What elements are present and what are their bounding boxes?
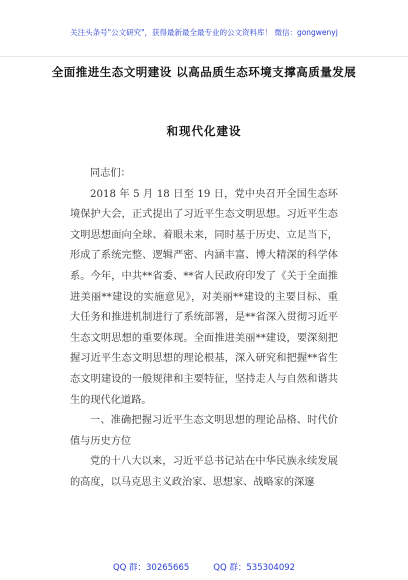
document-body [70,164,338,494]
footer-qq-group-1: QQ 群：30265665 [112,563,190,573]
body-paragraph-2: 党的十八大以来，习近平总书记站在中华民族永续发展的高度，以马克思主义政治家、思想家、战略家的深邃 [70,456,338,488]
document-title-line-2: 和现代化建设 [166,124,242,138]
document-title-line-1: 全面推进生态文明建设 以高品质生态环境支撑高质量发展 [51,65,357,79]
salutation: 同志们： [90,168,131,179]
footer-qq-group-2: QQ 群：535304092 [213,563,296,573]
section-heading-1: 一、准确把握习近平生态文明思想的理论品格、时代价值与历史方位 [70,415,338,447]
footer-contact [0,561,408,573]
body-paragraph-1: 2018 年 5 月 18 日至 19 日，党中央召开全国生态环境保护大会，正式提出了习近平生态文明思想。习近平生态文明思想面向全球、着眼未来，同时基于历史、立足当下，形成了系统完整、逻辑严密、内涵丰富、博大精深的科学体系。今年，中共**省委、**省人民政府印发了《关于全面推进美丽**建设的实施意见》，对美丽**建设的主要目标、重大任务和推进机制进行了系统部署，是**省深入贯彻习近平生态文明思想的重要体现。全面推进美丽**建设，要深刻把握习近平生态文明思想的理论根基，深入研究和把握**省生态文明建设的一般规律和主要特征，坚持走人与自然和谐共生的现代化道路。 [70,188,338,406]
promo-header-text: 关注头条号"公文研究"，获得最新最全最专业的公文资料库！ 微信：gongwenyj [70,28,338,37]
header-banner [0,0,408,57]
